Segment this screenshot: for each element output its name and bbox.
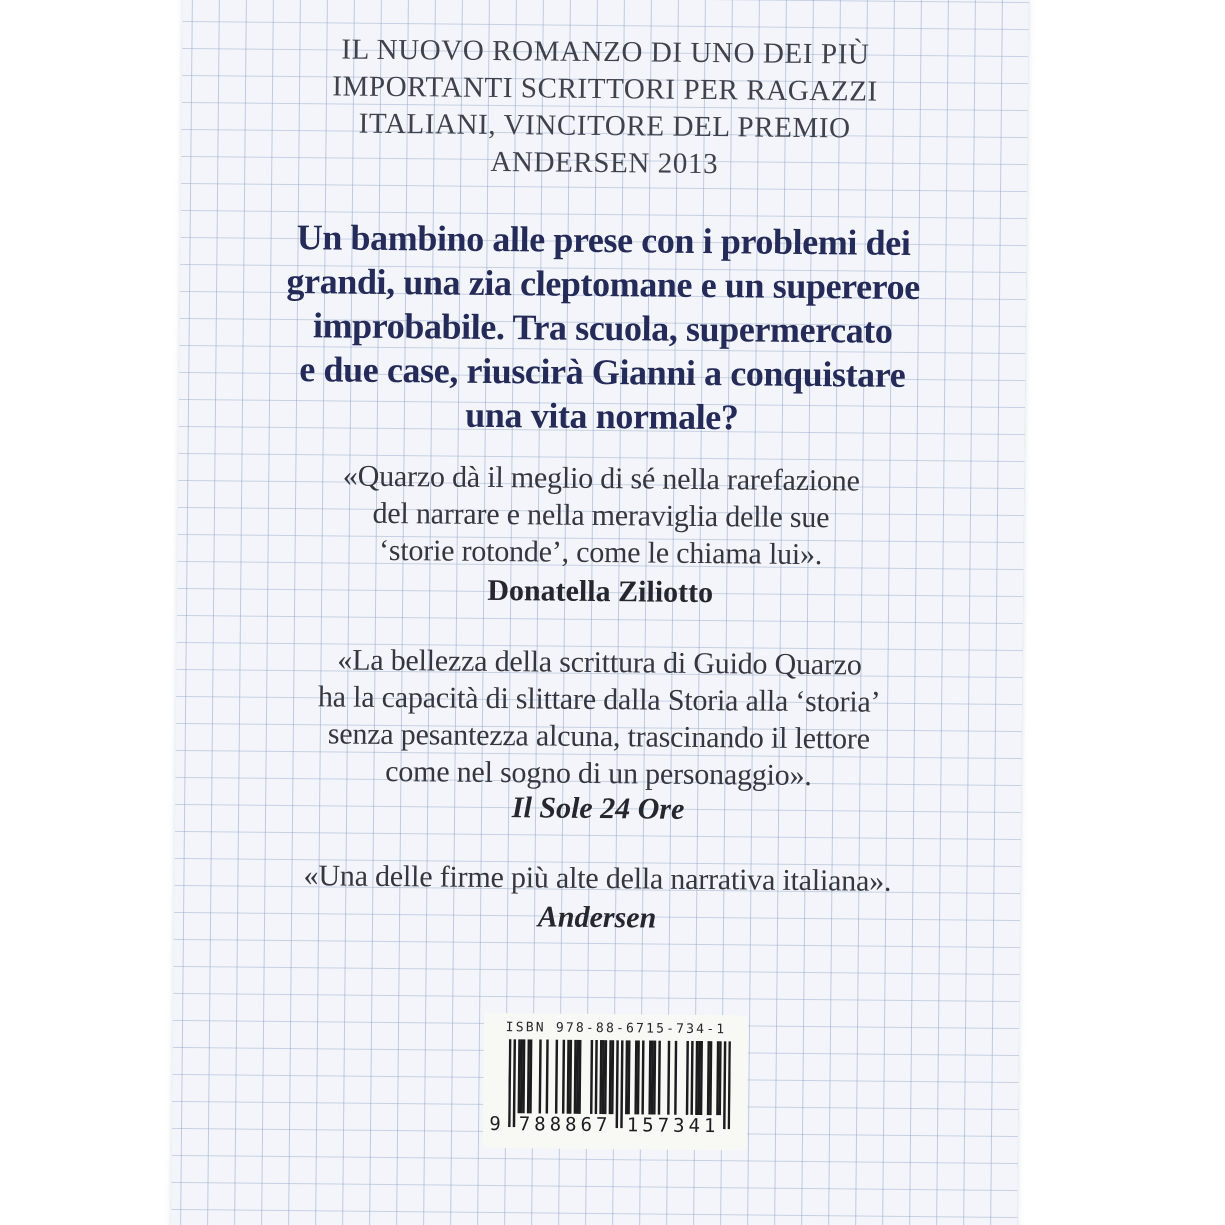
review-attribution-ziliotto: Donatella Ziliotto xyxy=(487,573,714,610)
barcode-digits-left: 788867 xyxy=(518,1113,612,1137)
review-quote-ziliotto: «Quarzo dà il meglio di sé nella rarefazione del narrare e nella meraviglia delle sue ‘storie rotonde’, come le chiama lui». xyxy=(342,459,860,572)
isbn-label: ISBN 978-88-6715-734-1 xyxy=(505,1020,727,1038)
barcode-digit-first: 9 xyxy=(489,1112,501,1136)
review-attribution-sole24ore: Il Sole 24 Ore xyxy=(511,791,685,826)
barcode-digits-right: 157341 xyxy=(626,1114,720,1138)
isbn-panel xyxy=(483,1013,748,1151)
squared-paper-cover xyxy=(171,0,1029,1225)
review-quote-andersen: «Una delle firme più alte della narrativa italiana». xyxy=(303,859,892,898)
synopsis-text: Un bambino alle prese con i problemi dei grandi, una zia cleptomane e un supereroe improbabile. Tra scuola, supermercato e due case, riuscirà Gianni a conquistare una vita normale? xyxy=(286,217,920,438)
award-header: IL NUOVO ROMANZO DI UNO DEI PIÙ IMPORTANTI SCRITTORI PER RAGAZZI ITALIANI, VINCITORE DEL PREMIO ANDERSEN 2013 xyxy=(332,33,878,181)
review-attribution-andersen: Andersen xyxy=(537,900,657,935)
review-quote-sole24ore: «La bellezza della scrittura di Guido Quarzo ha la capacità di slittare dalla Storia alla ‘storia’ senza pesantezza alcuna, trascinando il lettore come nel sogno di un personaggio». xyxy=(317,643,881,793)
